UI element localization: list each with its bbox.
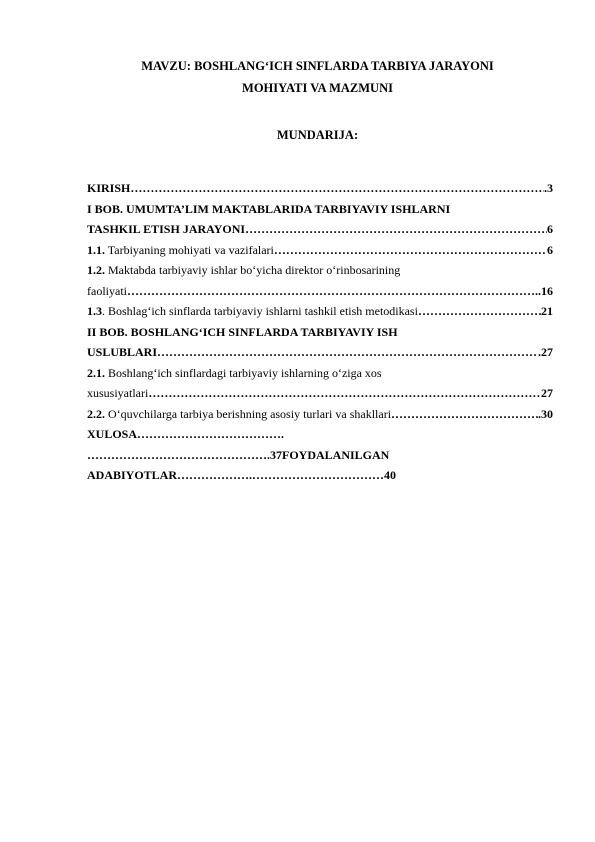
document-title-line-1: MAVZU: BOSHLANG‘ICH SINFLARDA TARBIYA JARAYONI [141,59,494,73]
toc-leader-dots [391,404,538,425]
toc-page-number: .3 [544,181,553,195]
toc-entry-text: O‘quvchilarga tarbiya berishning asosiy turlari va shakllari [105,406,392,421]
toc-entry-text: TASHKIL ETISH JARAYONI [87,222,246,236]
toc-entry-1-2[interactable] [87,260,553,281]
toc-page-number: .30 [538,406,553,421]
toc-page-number: 21 [541,304,553,318]
toc-page-number: .27 [538,345,553,359]
toc-entry-chapter-2-title[interactable] [87,322,553,343]
toc-entry-text: Maktabda tarbiyaviy ishlar bo‘yicha direktor o‘rinbosarining [105,263,401,277]
toc-entry-references-cont[interactable] [87,465,553,486]
toc-leader-dots [245,219,547,240]
toc-entry-text: I BOB. UMUMTA’LIM MAKTABLARIDA TARBIYAVIY ISHLARNI [87,201,451,216]
toc-entry-text: Tarbiyaning mohiyati va vazifalari [105,242,274,257]
toc-page-number: 27 [541,386,553,400]
toc-entry-text: xususiyatlari [87,386,149,400]
toc-section-number: 2.1. [87,365,105,380]
toc-entry-chapter-1-title[interactable] [87,199,553,220]
toc-entry-text: KIRISH [87,181,131,195]
toc-leader-dots [127,281,535,302]
toc-page-number: 6 [547,242,553,257]
toc-page-number: 6 [547,222,553,236]
toc-entry-references[interactable] [87,445,553,466]
table-of-contents [87,178,553,486]
toc-leader-dots [130,178,544,199]
toc-entry-text: faoliyati [87,283,127,298]
toc-section-number: 1.1. [87,242,105,257]
toc-entry-text: ……………………………………….37FOYDALANILGAN [87,447,390,462]
toc-entry-text: . Boshlag‘ich sinflarda tarbiyaviy ishlarni tashkil etish metodikasi [102,304,418,318]
toc-entry-kirish[interactable] [87,178,553,199]
toc-entry-2-1[interactable] [87,363,553,384]
toc-entry-1-1[interactable] [87,240,553,261]
toc-leader-dots [274,240,547,261]
toc-entry-text: USLUBLARI [87,345,158,359]
toc-section-number: 2.2. [87,406,105,421]
toc-entry-2-1-cont[interactable] [87,383,553,404]
toc-leader-dots [157,342,538,363]
toc-entry-text: Boshlang‘ich sinflardagi tarbiyaviy ishlarning o‘ziga xos [105,365,382,380]
toc-entry-2-2[interactable] [87,404,553,425]
toc-leader-dots [418,301,541,322]
toc-page-number: ..16 [535,283,553,298]
toc-entry-1-2-cont[interactable] [87,281,553,302]
toc-entry-text: II BOB. BOSHLANG‘ICH SINFLARDA TARBIYAVIY ISH [87,324,398,339]
toc-entry-text: XULOSA………………………………. [87,427,285,441]
document-title-line-2: MOHIYATI VA MAZMUNI [242,81,393,95]
toc-entry-1-3[interactable] [87,301,553,322]
contents-heading: MUNDARIJA: [276,128,359,142]
toc-entry-chapter-1-title-cont[interactable] [87,219,553,240]
toc-section-number: 1.3 [87,304,102,318]
toc-section-number: 1.2. [87,263,105,277]
toc-entry-chapter-2-title-cont[interactable] [87,342,553,363]
toc-entry-xulosa[interactable] [87,424,553,445]
toc-entry-text: ADABIYOTLAR……………….……………………………40 [87,468,397,482]
toc-leader-dots [148,383,541,404]
